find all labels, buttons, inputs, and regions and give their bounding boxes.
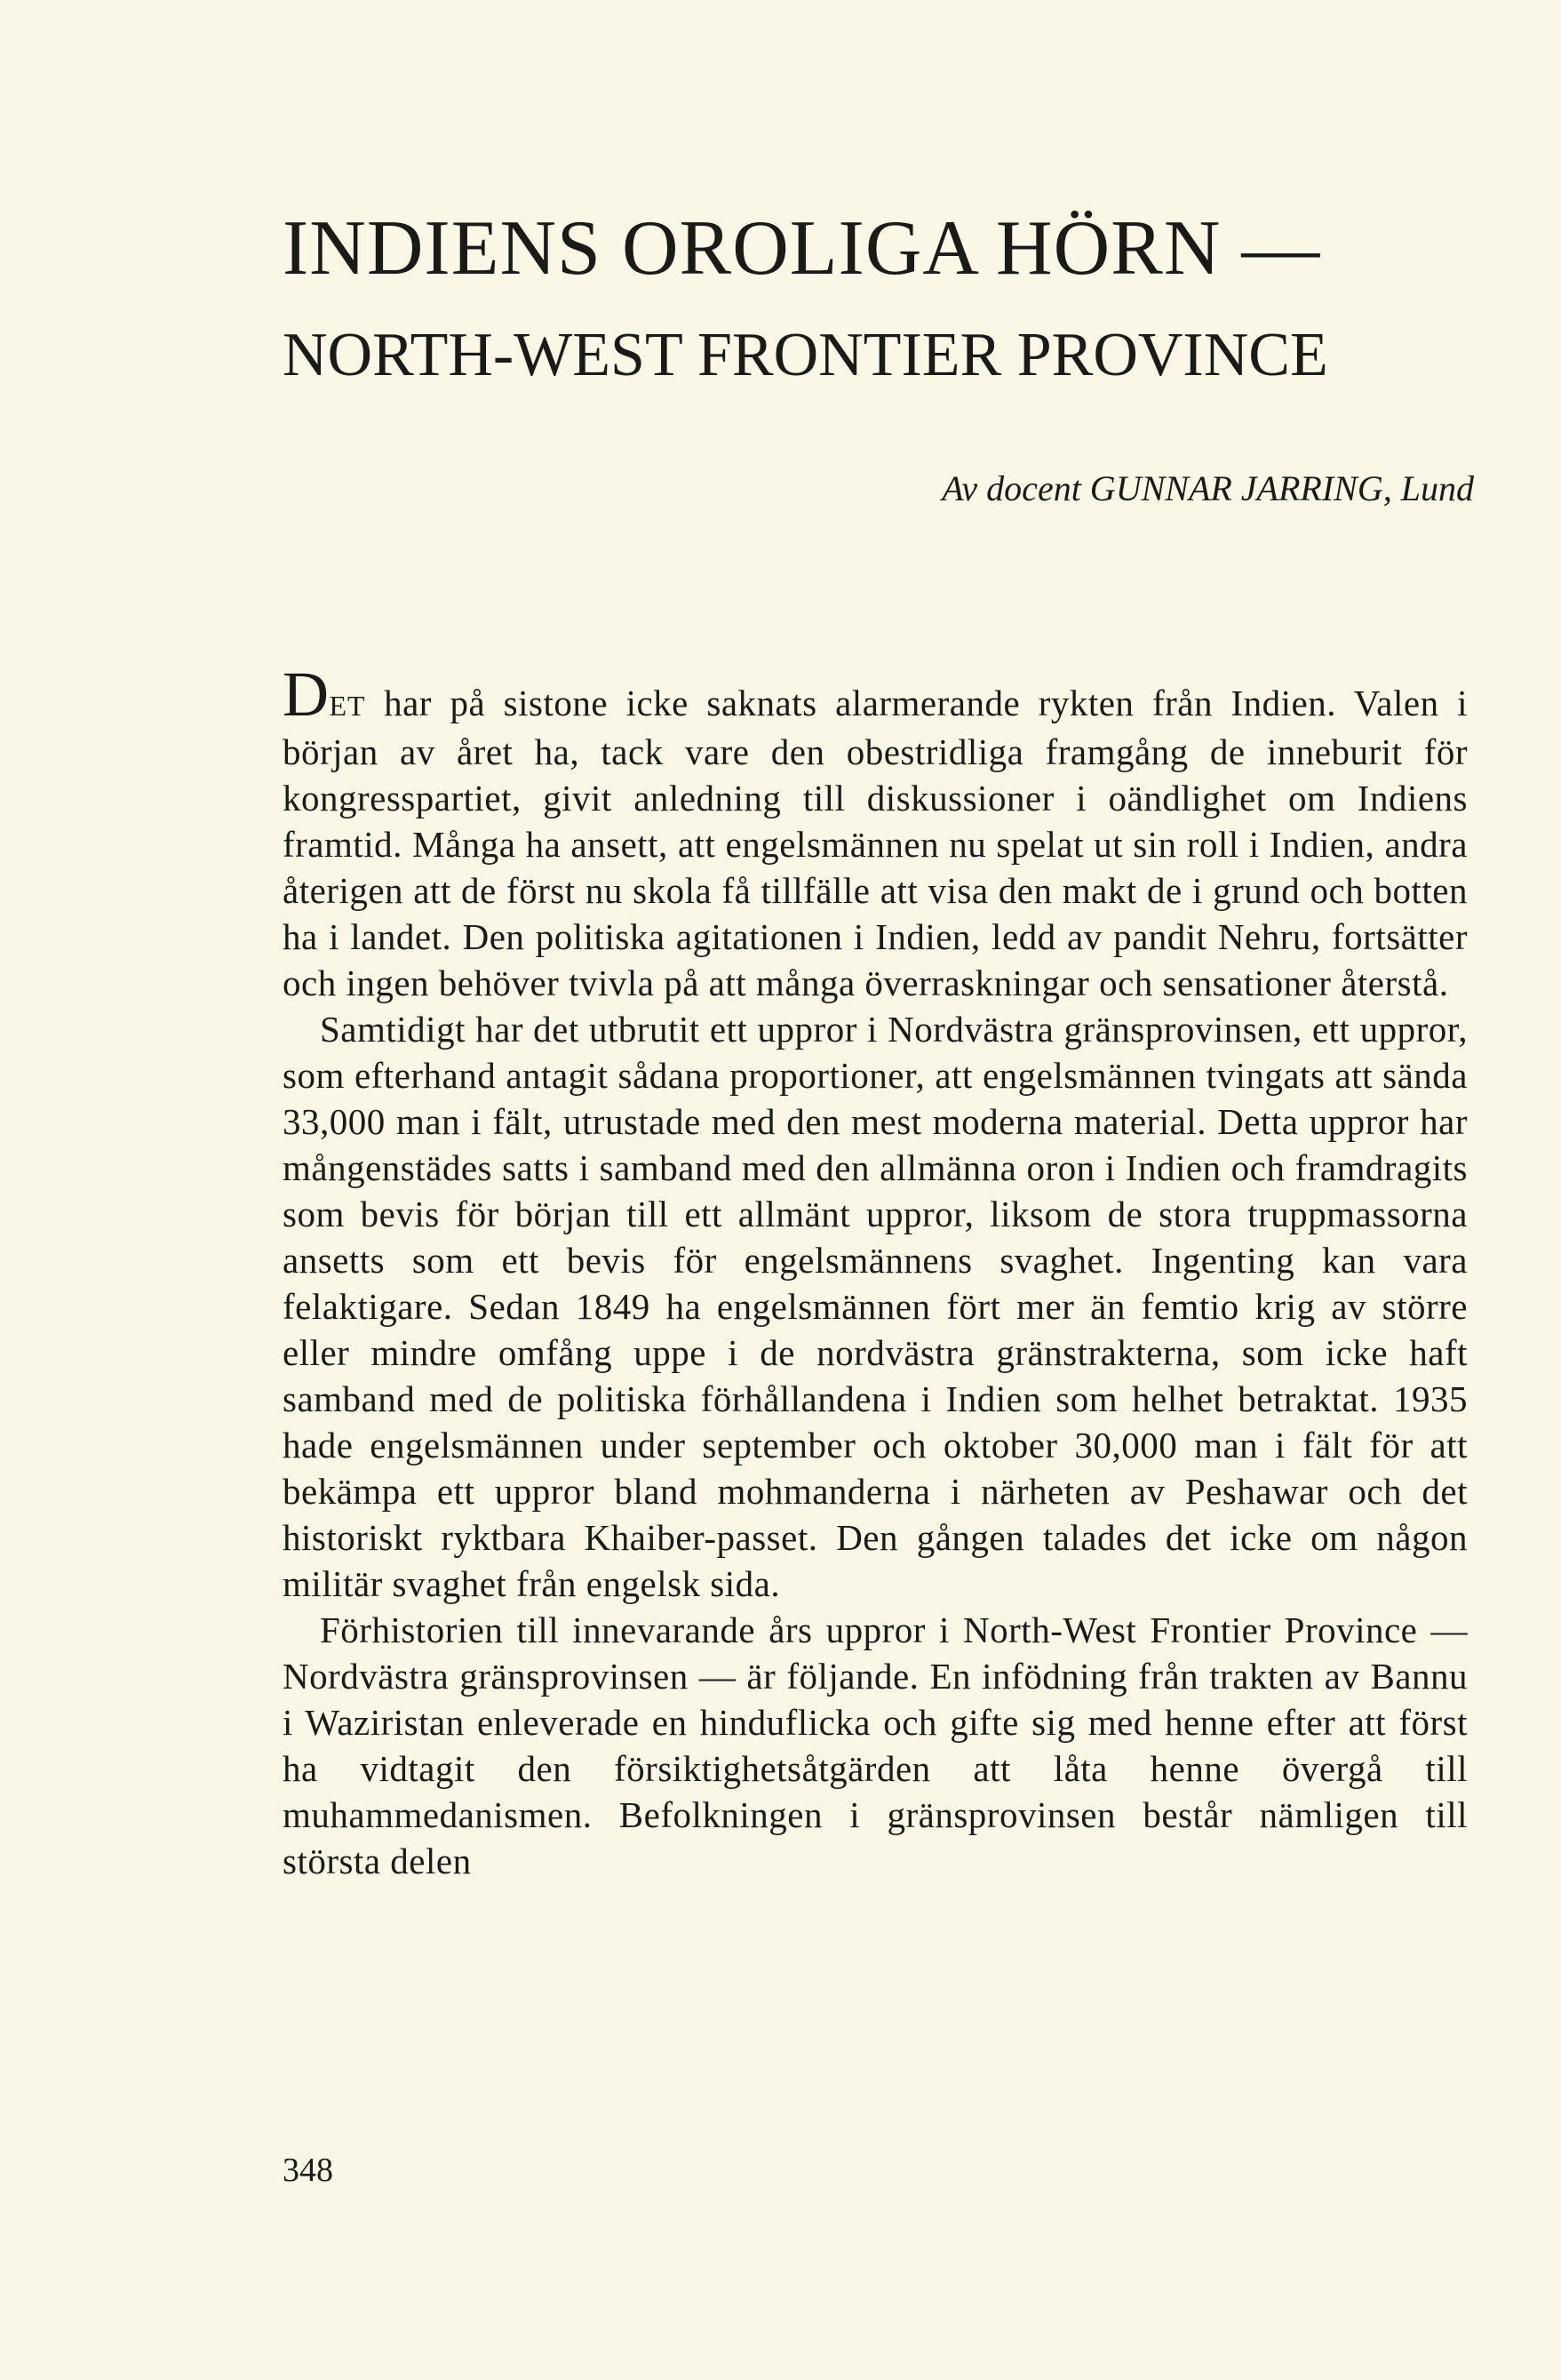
article-title: INDIENS OROLIGA HÖRN —	[283, 205, 1321, 292]
article-subtitle: NORTH-WEST FRONTIER PROVINCE	[283, 321, 1328, 389]
drop-cap: D	[283, 659, 330, 730]
opening-smallcaps: ET	[329, 690, 366, 722]
paragraph-1-text: har på sistone icke saknats alarmerande rykten från Indien. Valen i början av året ha, tack vare den obestridliga framgång de inneburit för kongresspartiet, givit anledning till diskussioner i oändlighet om Indiens framtid. Många ha ansett, att engelsmännen nu spelat ut sin roll i Indien, andra återigen att de först nu skola få tillfälle att visa den makt de i grund och botten ha i landet. Den politiska agitationen i Indien, ledd av pandit Nehru, fortsätter och ingen behöver tvivla på att många överraskningar och sensationer återstå.	[283, 683, 1468, 1003]
paragraph-1	[283, 659, 1468, 1006]
paragraph-2: Samtidigt har det utbrutit ett uppror i Nordvästra gränsprovinsen, ett uppror, som efterhand antagit sådana proportioner, att engelsmännen tvingats att sända 33,000 man i fält, utrustade med den mest moderna material. Detta uppror har mångenstädes satts i samband med den allmänna oron i Indien och framdragits som bevis för början till ett allmänt uppror, liksom de stora truppmassorna ansetts som ett bevis för engelsmännens svaghet. Ingenting kan vara felaktigare. Sedan 1849 ha engelsmännen fört mer än femtio krig av större eller mindre omfång uppe i de nordvästra gränstrakterna, som icke haft samband med de politiska förhållandena i Indien som helhet betraktat. 1935 hade engelsmännen under september och oktober 30,000 man i fält för att bekämpa ett uppror bland mohmanderna i närheten av Peshawar och det historiskt ryktbara Khaiber-passet. Den gången talades det icke om någon militär svaghet från engelsk sida.	[283, 1009, 1468, 1604]
paragraph-3: Förhistorien till innevarande års uppror i North-West Frontier Province — Nordvästra gränsprovinsen — är följande. En infödning från trakten av Bannu i Waziristan enleverade en hinduflicka och gifte sig med henne efter att först ha vidtagit den försiktighetsåtgärden att låta henne övergå till muhammedanismen. Befolkningen i gränsprovinsen består nämligen till största delen	[283, 1609, 1468, 1881]
author-byline: Av docent GUNNAR JARRING, Lund	[942, 468, 1474, 508]
article-body	[283, 659, 1468, 1884]
page-number: 348	[283, 2152, 333, 2189]
